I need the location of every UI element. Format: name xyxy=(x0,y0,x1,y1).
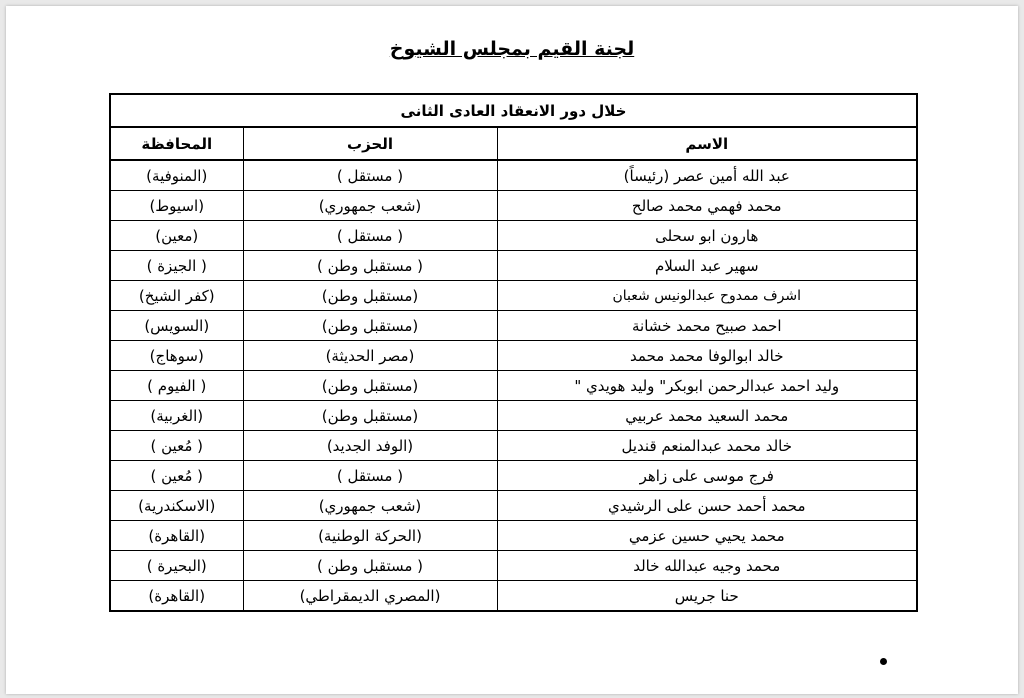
member-governorate: ( الجيزة ) xyxy=(110,251,243,281)
member-party: ( مستقل ) xyxy=(243,221,497,251)
member-name: فرج موسى على زاهر xyxy=(497,461,917,491)
member-party: (شعب جمهوري) xyxy=(243,191,497,221)
table-row xyxy=(110,191,917,221)
committee-table xyxy=(109,93,918,612)
member-party: (مستقبل وطن) xyxy=(243,371,497,401)
member-party: ( مستقبل وطن ) xyxy=(243,251,497,281)
member-party: ( مستقبل وطن ) xyxy=(243,551,497,581)
column-header-name: الاسم xyxy=(497,127,917,160)
member-name: محمد السعيد محمد عربيي xyxy=(497,401,917,431)
column-header-party: الحزب xyxy=(243,127,497,160)
member-party: (المصري الديمقراطي) xyxy=(243,581,497,612)
member-name: هارون ابو سحلى xyxy=(497,221,917,251)
member-party: (مستقبل وطن) xyxy=(243,401,497,431)
member-governorate: (السويس) xyxy=(110,311,243,341)
table-row xyxy=(110,581,917,612)
member-name: محمد يحيي حسين عزمي xyxy=(497,521,917,551)
member-governorate: (البحيرة ) xyxy=(110,551,243,581)
member-governorate: (الاسكندرية) xyxy=(110,491,243,521)
table-row xyxy=(110,551,917,581)
member-governorate: (سوهاج) xyxy=(110,341,243,371)
member-governorate: ( مُعين ) xyxy=(110,431,243,461)
table-row xyxy=(110,461,917,491)
member-name: محمد وجيه عبدالله خالد xyxy=(497,551,917,581)
member-governorate: (اسيوط) xyxy=(110,191,243,221)
member-name: خالد ابوالوفا محمد محمد xyxy=(497,341,917,371)
member-name: عبد الله أمين عصر (رئيساً) xyxy=(497,160,917,191)
member-party: (شعب جمهوري) xyxy=(243,491,497,521)
member-party: ( مستقل ) xyxy=(243,461,497,491)
table-caption: خلال دور الانعقاد العادى الثانى xyxy=(110,94,917,127)
member-name: خالد محمد عبدالمنعم قنديل xyxy=(497,431,917,461)
member-party: (مستقبل وطن) xyxy=(243,281,497,311)
member-governorate: ( الفيوم ) xyxy=(110,371,243,401)
member-party: (الوفد الجديد) xyxy=(243,431,497,461)
column-header-governorate: المحافظة xyxy=(110,127,243,160)
member-name: محمد أحمد حسن على الرشيدي xyxy=(497,491,917,521)
member-party: ( مستقل ) xyxy=(243,160,497,191)
member-party: (الحركة الوطنية) xyxy=(243,521,497,551)
bullet-dot xyxy=(880,658,887,665)
member-governorate: (القاهرة) xyxy=(110,581,243,612)
member-name: احمد صبيح محمد خشانة xyxy=(497,311,917,341)
member-governorate: (القاهرة) xyxy=(110,521,243,551)
table-row xyxy=(110,281,917,311)
member-party: (مصر الحديثة) xyxy=(243,341,497,371)
member-name: حنا جريس xyxy=(497,581,917,612)
member-name: محمد فهمي محمد صالح xyxy=(497,191,917,221)
table-row xyxy=(110,160,917,191)
table-row xyxy=(110,491,917,521)
member-governorate: ( مُعين ) xyxy=(110,461,243,491)
member-party: (مستقبل وطن) xyxy=(243,311,497,341)
member-governorate: (معين) xyxy=(110,221,243,251)
member-name: سهير عبد السلام xyxy=(497,251,917,281)
table-row xyxy=(110,371,917,401)
table-row xyxy=(110,341,917,371)
table-row xyxy=(110,401,917,431)
table-row xyxy=(110,311,917,341)
member-governorate: (الغربية) xyxy=(110,401,243,431)
member-name: وليد احمد عبدالرحمن ابوبكر" وليد هويدي " xyxy=(497,371,917,401)
member-name: اشرف ممدوح عبدالونيس شعبان xyxy=(497,281,917,311)
document-title: لجنة القيم بمجلس الشيوخ xyxy=(389,38,635,60)
table-row xyxy=(110,221,917,251)
table-row xyxy=(110,521,917,551)
member-governorate: (كفر الشيخ) xyxy=(110,281,243,311)
table-row xyxy=(110,431,917,461)
member-governorate: (المنوفية) xyxy=(110,160,243,191)
table-row xyxy=(110,251,917,281)
